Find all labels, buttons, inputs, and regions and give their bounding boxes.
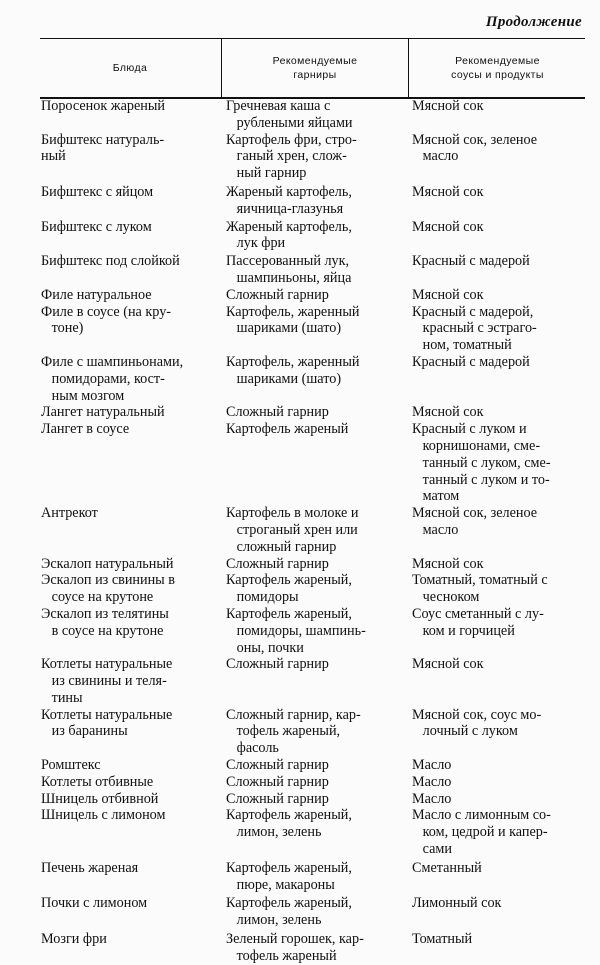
garnish-cell: Жареный картофель, яичница-глазунья xyxy=(226,183,352,217)
sauce-cell: Мясной сок xyxy=(412,218,484,235)
garnish-cell: Картофель жареный xyxy=(226,421,349,438)
sauce-cell: Масло xyxy=(412,773,452,790)
table-row xyxy=(40,132,585,182)
dish-cell: Филе натуральное xyxy=(41,286,152,303)
garnish-cell: Сложный гарнир xyxy=(226,790,329,807)
sauce-cell: Мясной сок xyxy=(412,183,484,200)
table-row xyxy=(40,404,585,421)
garnish-cell: Сложный гарнир xyxy=(226,773,329,790)
sauce-cell: Лимонный сок xyxy=(412,895,502,912)
table-row xyxy=(40,860,585,894)
table-row xyxy=(40,572,585,606)
sauce-cell: Мясной сок xyxy=(412,286,484,303)
sauce-cell: Мясной сок, соус мо- лочный с луком xyxy=(412,706,542,740)
garnish-cell: Пассерованный лук, шампиньоны, яйца xyxy=(226,253,352,286)
garnish-cell: Картофель жареный, лимон, зелень xyxy=(226,895,352,929)
dish-cell: Лангет натуральный xyxy=(41,404,165,421)
dish-cell: Мозги фри xyxy=(41,931,107,948)
table-row xyxy=(40,354,585,404)
table-row xyxy=(40,98,585,132)
garnish-cell: Сложный гарнир xyxy=(226,286,329,303)
sauce-cell: Мясной сок xyxy=(412,98,484,114)
header-garnishes: Рекомендуемые гарниры xyxy=(221,39,408,97)
dish-cell: Бифштекс с луком xyxy=(41,218,152,235)
table-row xyxy=(40,707,585,757)
sauce-cell: Масло xyxy=(412,790,452,807)
sauce-cell: Красный с мадерой, красный с эстраго- ном, томатный xyxy=(412,303,537,354)
sauce-cell: Масло xyxy=(412,757,452,774)
continuation-label: Продолжение xyxy=(485,14,582,30)
garnish-cell: Картофель фри, стро- ганый хрен, слож- ный гарнир xyxy=(226,131,357,182)
sauce-cell: Красный с мадерой xyxy=(412,353,530,370)
sauce-cell: Томатный xyxy=(412,931,473,948)
garnish-cell: Жареный картофель, лук фри xyxy=(226,218,352,252)
sauce-cell: Красный с луком и корнишонами, сме- танный с луком, сме- танный с луком и то- матом xyxy=(412,421,551,505)
garnish-cell: Сложный гарнир xyxy=(226,757,329,774)
dish-cell: Антрекот xyxy=(41,505,98,522)
sauce-cell: Томатный, томатный с чесноком xyxy=(412,572,548,606)
garnish-cell: Картофель жареный, помидоры xyxy=(226,572,352,606)
garnish-cell: Картофель жареный, пюре, макароны xyxy=(226,859,352,893)
dish-cell: Ромштекс xyxy=(41,757,101,774)
dish-cell: Шницель с лимоном xyxy=(41,807,166,824)
garnish-cell: Сложный гарнир xyxy=(226,656,329,673)
dish-cell: Почки с лимоном xyxy=(41,895,148,912)
dish-cell: Бифштекс под слойкой xyxy=(41,253,180,270)
dish-cell: Бифштекс натураль- ный xyxy=(41,131,165,165)
header-sauces: Рекомендуемые соусы и продукты xyxy=(408,39,586,97)
table-header xyxy=(40,38,585,99)
dish-cell: Котлеты натуральные из баранины xyxy=(41,706,173,740)
garnish-cell: Картофель в молоке и строганый хрен или сложный гарнир xyxy=(226,505,359,555)
table-row xyxy=(40,656,585,706)
sauce-cell: Сметанный xyxy=(412,859,482,876)
sauce-cell: Мясной сок xyxy=(412,404,484,421)
sauce-cell: Мясной сок, зеленое масло xyxy=(412,131,538,165)
table-row xyxy=(40,807,585,857)
dish-cell: Бифштекс с яйцом xyxy=(41,183,154,200)
dish-cell: Котлеты натуральные из свинины и теля- тины xyxy=(41,656,173,706)
dish-cell: Эскалоп из свинины в соусе на крутоне xyxy=(41,572,175,606)
table-body xyxy=(40,98,585,965)
sauce-cell: Соус сметанный с лу- ком и горчицей xyxy=(412,605,544,639)
dish-cell: Печень жареная xyxy=(41,859,139,876)
table-row xyxy=(40,895,585,929)
garnish-cell: Сложный гарнир xyxy=(226,404,329,421)
table-row xyxy=(40,774,585,791)
table-row xyxy=(40,606,585,656)
dish-cell: Филе в соусе (на кру- тоне) xyxy=(41,303,172,337)
garnish-cell: Зеленый горошек, кар- тофель жареный xyxy=(226,931,364,964)
table-row xyxy=(40,757,585,774)
table-row xyxy=(40,219,585,253)
dish-cell: Эскалоп из телятины в соусе на крутоне xyxy=(41,605,169,639)
table-row xyxy=(40,287,585,304)
dish-cell: Котлеты отбивные xyxy=(41,773,154,790)
garnish-cell: Гречневая каша с рублеными яйцами xyxy=(226,98,353,131)
dish-cell: Шницель отбивной xyxy=(41,790,159,807)
sauce-cell: Мясной сок xyxy=(412,656,484,673)
sauce-cell: Масло с лимонным со- ком, цедрой и капер- сами xyxy=(412,807,551,858)
garnish-cell: Картофель, жаренный шариками (шато) xyxy=(226,353,360,387)
table-row xyxy=(40,421,585,505)
table-row xyxy=(40,556,585,573)
table-row xyxy=(40,791,585,808)
sauce-cell: Красный с мадерой xyxy=(412,253,530,270)
dish-cell: Филе с шампиньонами, помидорами, кост- ным мозгом xyxy=(41,353,184,404)
sauce-cell: Мясной сок, зеленое масло xyxy=(412,505,538,538)
table-row xyxy=(40,304,585,354)
garnish-cell: Сложный гарнир, кар- тофель жареный, фасоль xyxy=(226,706,361,757)
sauce-cell: Мясной сок xyxy=(412,555,484,572)
table-row xyxy=(40,184,585,218)
header-dishes: Блюда xyxy=(112,62,148,74)
table-row xyxy=(40,505,585,555)
table-row xyxy=(40,253,585,287)
garnish-cell: Картофель жареный, лимон, зелень xyxy=(226,807,352,841)
table-row xyxy=(40,931,585,965)
dish-cell: Эскалоп натуральный xyxy=(41,555,174,572)
dish-cell: Поросенок жареный xyxy=(41,98,165,114)
garnish-cell: Картофель, жаренный шариками (шато) xyxy=(226,303,360,337)
dish-cell: Лангет в соусе xyxy=(41,421,130,438)
garnish-cell: Сложный гарнир xyxy=(226,555,329,572)
garnish-cell: Картофель жареный, помидоры, шампинь- оны, почки xyxy=(226,605,366,656)
